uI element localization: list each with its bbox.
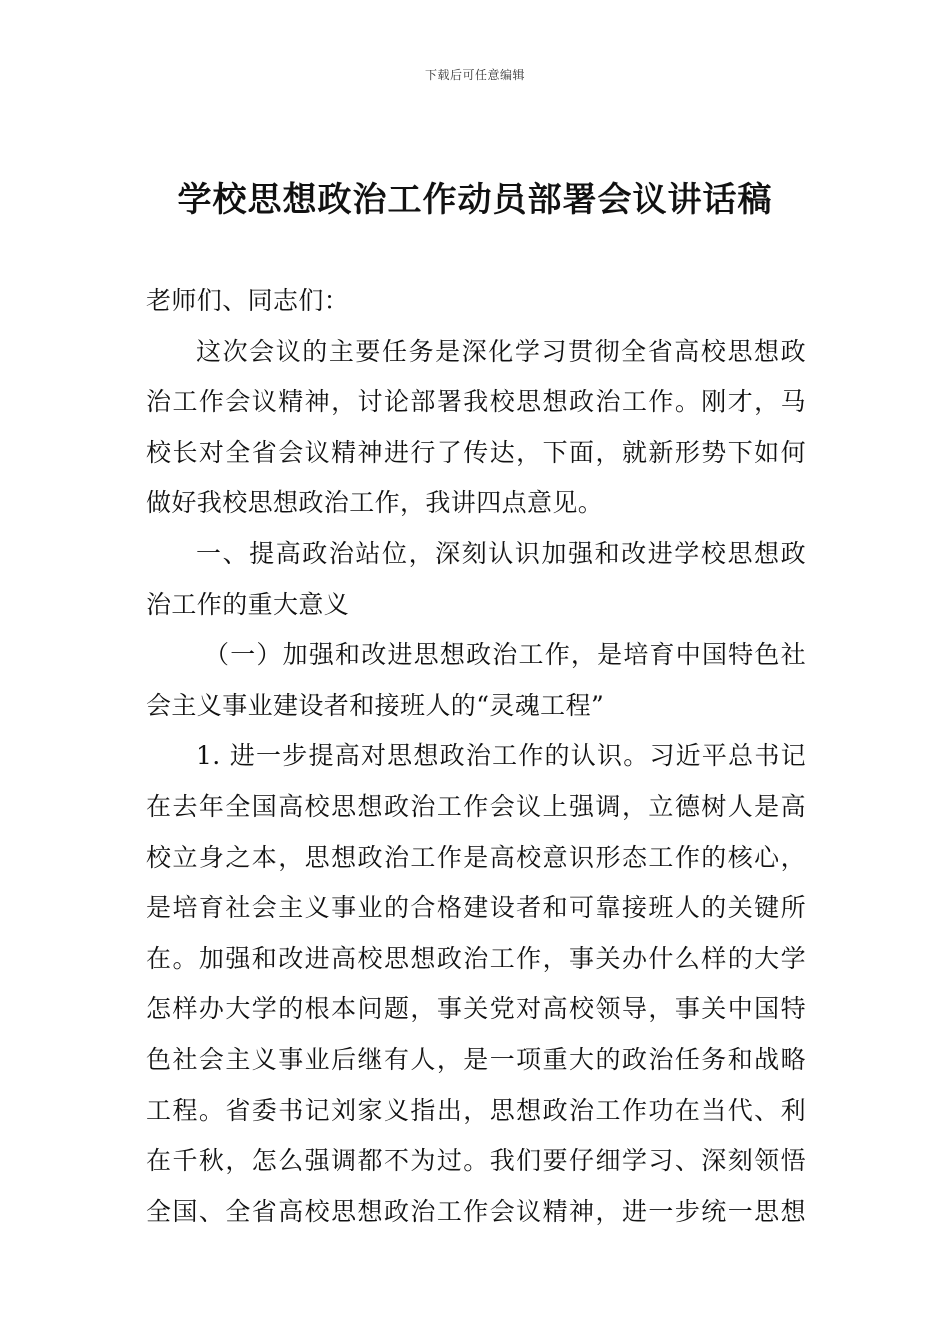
paragraph-line: 1. 进一步提高对思想政治工作的认识。习近平总书记 [196,741,806,771]
paragraph-line: 怎样办大学的根本问题，事关党对高校领导，事关中国特 [146,994,806,1024]
paragraph-line: 在。加强和改进高校思想政治工作，事关办什么样的大学 [146,943,806,973]
document-title: 学校思想政治工作动员部署会议讲话稿 [177,180,773,220]
section-heading-line: 一、提高政治站位，深刻认识加强和改进学校思想政 [196,538,806,568]
paragraph-line: 治工作会议精神，讨论部署我校思想政治工作。刚才，马 [146,387,806,417]
subsection-heading-line: （一）加强和改进思想政治工作，是培育中国特色社 [204,640,806,670]
paragraph-line: 全国、全省高校思想政治工作会议精神，进一步统一思想 [146,1196,806,1226]
paragraph-line: 工程。省委书记刘家义指出，思想政治工作功在当代、利 [146,1095,806,1125]
paragraph-line: 这次会议的主要任务是深化学习贯彻全省高校思想政 [196,336,806,366]
paragraph-line: 在去年全国高校思想政治工作会议上强调，立德树人是高 [146,791,806,821]
paragraph-line: 校长对全省会议精神进行了传达，下面，就新形势下如何 [146,437,806,467]
paragraph-line: 做好我校思想政治工作，我讲四点意见。 [146,488,604,518]
paragraph-line: 在千秋，怎么强调都不为过。我们要仔细学习、深刻领悟 [146,1146,806,1176]
subsection-heading-line: 会主义事业建设者和接班人的“灵魂工程” [146,690,605,720]
salutation-line: 老师们、同志们： [146,286,350,315]
paragraph-line: 校立身之本，思想政治工作是高校意识形态工作的核心， [146,842,806,872]
paragraph-line: 色社会主义事业后继有人，是一项重大的政治任务和战略 [146,1044,806,1074]
paragraph-line: 是培育社会主义事业的合格建设者和可靠接班人的关键所 [146,893,806,923]
section-heading-line: 治工作的重大意义 [146,589,350,619]
document-body [146,276,806,1237]
page-header-note: 下载后可任意编辑 [424,68,525,82]
